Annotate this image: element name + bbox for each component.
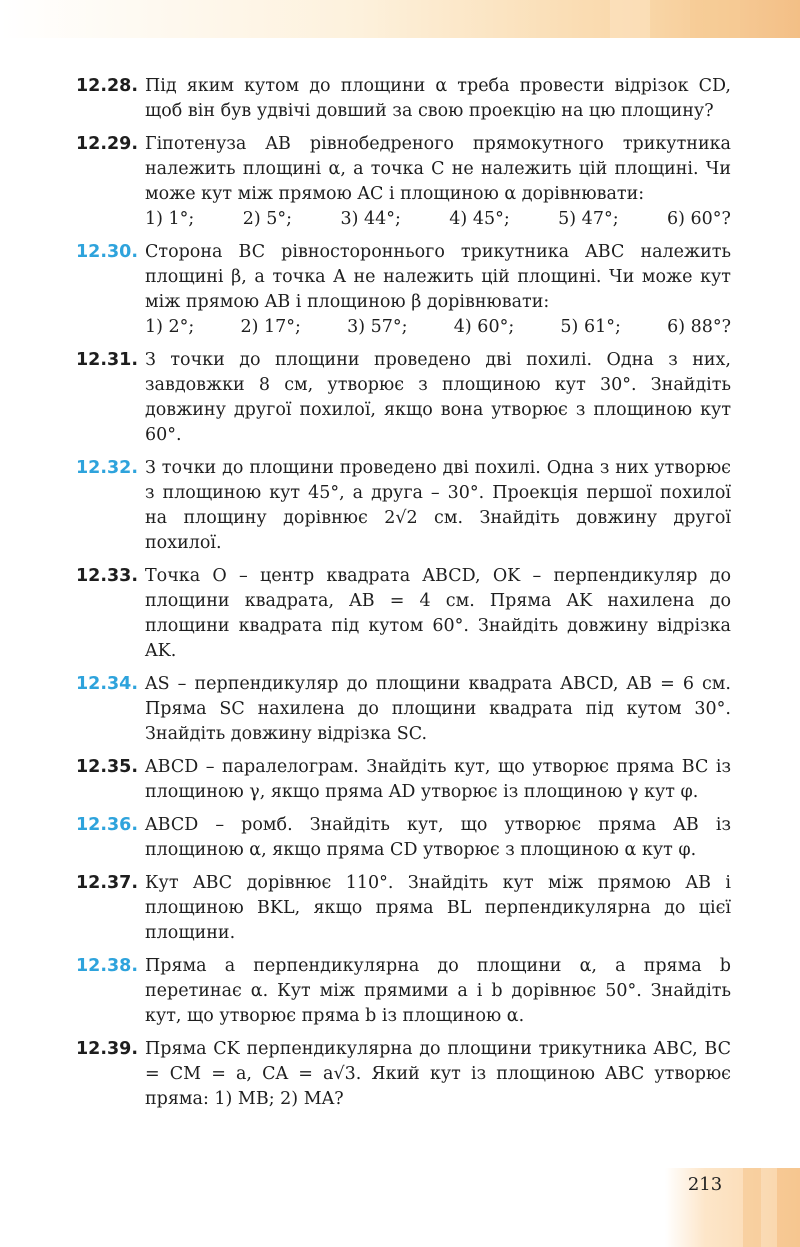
answer-options xyxy=(145,207,731,232)
problem-12-36 xyxy=(0,813,800,863)
problem-text: Під яким кутом до площини α треба провести відрізок CD, щоб він був удвічі довший за свою проекцію на цю площину? xyxy=(145,76,731,121)
problem-number: 12.32. xyxy=(76,458,139,478)
problem-text: Точка O – центр квадрата ABCD, OK – перпендикуляр до площини квадрата, AB = 4 см. Пряма AK нахилена до площини квадрата під кутом 60°. Знайдіть довжину відрізка AK. xyxy=(145,566,731,661)
problem-text: AS – перпендикуляр до площини квадрата ABCD, AB = 6 см. Пряма SC нахилена до площини квадрата під кутом 30°. Знайдіть довжину відрізка SC. xyxy=(145,674,731,744)
problem-12-28 xyxy=(0,74,800,124)
option: 1) 2°; xyxy=(145,317,195,337)
problem-text: Пряма a перпендикулярна до площини α, а пряма b перетинає α. Кут між прямими a і b дорівнює 50°. Знайдіть кут, що утворює пряма b із площиною α. xyxy=(145,956,731,1026)
problem-number: 12.37. xyxy=(76,873,139,893)
problem-list xyxy=(0,74,800,1120)
problem-number: 12.39. xyxy=(76,1039,139,1059)
problem-number: 12.29. xyxy=(76,134,139,154)
top-decorative-band xyxy=(0,0,800,38)
problem-12-29 xyxy=(0,132,800,232)
answer-options xyxy=(145,315,731,340)
problem-number: 12.28. xyxy=(76,76,139,96)
option: 3) 44°; xyxy=(340,209,401,229)
problem-number: 12.35. xyxy=(76,757,139,777)
problem-12-32 xyxy=(0,456,800,556)
problem-text: ABCD – ромб. Знайдіть кут, що утворює пряма AB із площиною α, якщо пряма CD утворює з площиною α кут φ. xyxy=(145,815,731,860)
problem-number: 12.36. xyxy=(76,815,139,835)
option: 6) 88°? xyxy=(667,317,731,337)
problem-number: 12.33. xyxy=(76,566,139,586)
option: 2) 5°; xyxy=(242,209,293,229)
problem-number: 12.31. xyxy=(76,350,139,370)
option: 5) 47°; xyxy=(558,209,619,229)
problem-text: Пряма CK перпендикулярна до площини трикутника ABC, BC = CM = a, CA = a√3. Який кут із площиною ABC утворює пряма: 1) MB; 2) MA? xyxy=(145,1039,731,1109)
option: 6) 60°? xyxy=(667,209,731,229)
problem-number: 12.38. xyxy=(76,956,139,976)
problem-12-34 xyxy=(0,672,800,747)
problem-text: З точки до площини проведено дві похилі. Одна з них утворює з площиною кут 45°, а друга – 30°. Проекція першої похилої на площину дорівнює 2√2 см. Знайдіть довжину другої похилої. xyxy=(145,458,731,553)
problem-12-30 xyxy=(0,240,800,340)
option: 2) 17°; xyxy=(240,317,301,337)
option: 1) 1°; xyxy=(145,209,195,229)
option: 4) 45°; xyxy=(449,209,510,229)
problem-text: Кут ABC дорівнює 110°. Знайдіть кут між прямою AB і площиною BKL, якщо пряма BL перпендикулярна до цієї площини. xyxy=(145,873,731,943)
page-number: 213 xyxy=(687,1174,723,1195)
problem-12-37 xyxy=(0,871,800,946)
problem-number: 12.34. xyxy=(76,674,139,694)
problem-text: Сторона BC рівностороннього трикутника ABC належить площині β, а точка A не належить цій площині. Чи може кут між прямою AB і площиною β дорівнювати: xyxy=(145,242,731,312)
problem-number: 12.30. xyxy=(76,242,139,262)
problem-text: ABCD – паралелограм. Знайдіть кут, що утворює пряма BC із площиною γ, якщо пряма AD утворює із площиною γ кут φ. xyxy=(145,757,731,802)
problem-text: Гіпотенуза AB рівнобедреного прямокутного трикутника належить площині α, а точка C не належить цій площині. Чи може кут між прямою AC і площиною α дорівнювати: xyxy=(145,134,731,204)
problem-text: З точки до площини проведено дві похилі. Одна з них, завдовжки 8 см, утворює з площиною кут 30°. Знайдіть довжину другої похилої, якщо вона утворює з площиною кут 60°. xyxy=(145,350,731,445)
option: 5) 61°; xyxy=(560,317,621,337)
option: 4) 60°; xyxy=(453,317,515,337)
option: 3) 57°; xyxy=(347,317,408,337)
problem-12-33 xyxy=(0,564,800,664)
problem-12-38 xyxy=(0,954,800,1029)
problem-12-39 xyxy=(0,1037,800,1112)
problem-12-35 xyxy=(0,755,800,805)
problem-12-31 xyxy=(0,348,800,448)
